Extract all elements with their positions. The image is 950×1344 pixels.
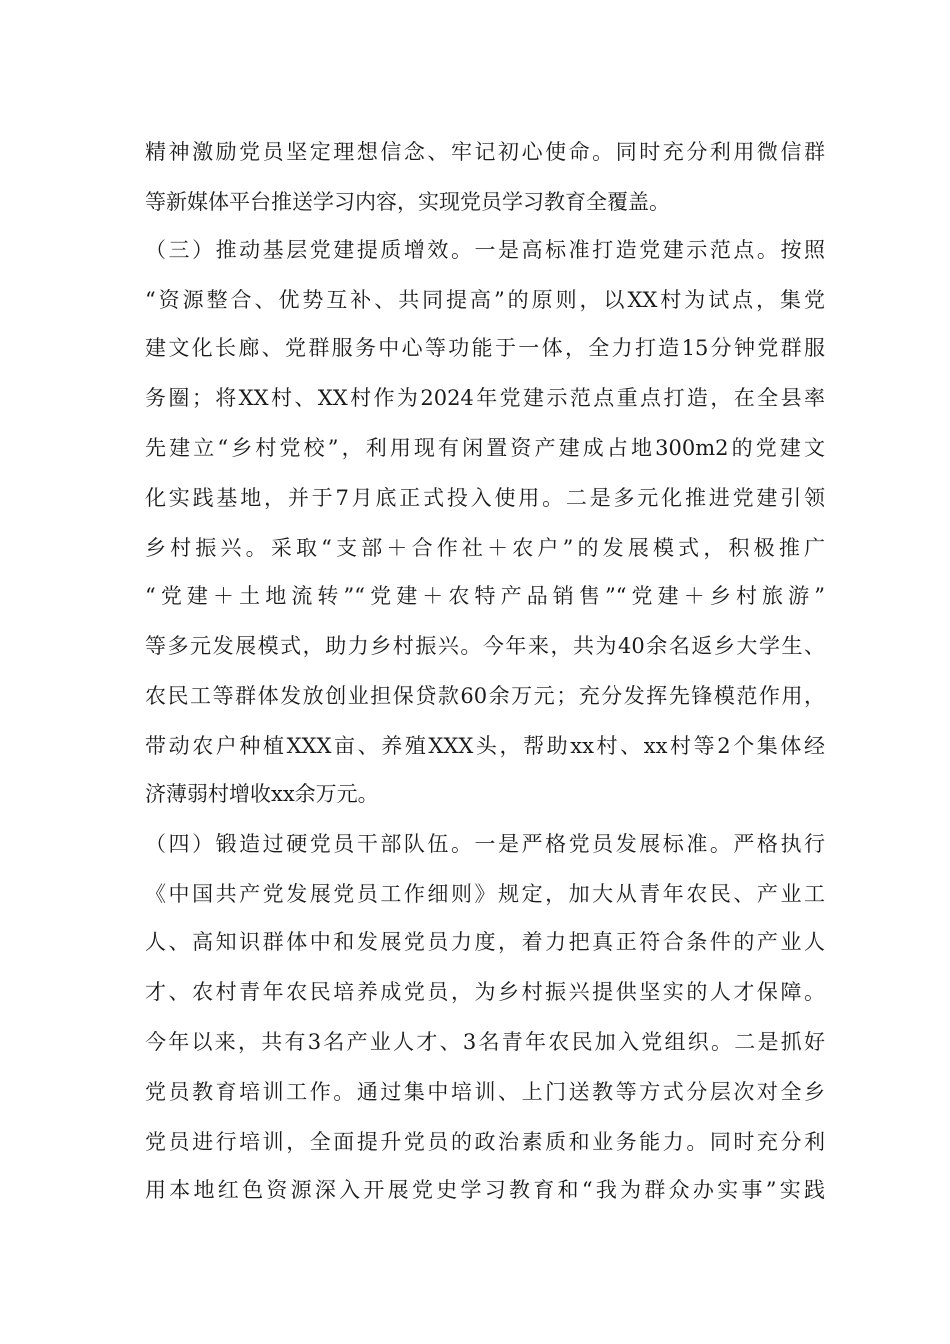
text-line: “资源整合、优势互补、共同提高”的原则，以XX村为试点，集党 [145,288,825,312]
text-line: 党员教育培训工作。通过集中培训、上门送教等方式分层次对全乡 [145,1080,825,1104]
text-line: 济薄弱村增收xx余万元。 [145,782,379,806]
text-line: （三）推动基层党建提质增效。一是高标准打造党建示范点。按照 [145,238,825,262]
text-line: 带动农户种植XXX亩、养殖XXX头，帮助xx村、xx村等2个集体经 [145,734,825,758]
text-line: 农民工等群体发放创业担保贷款60余万元；充分发挥先锋模范作用， [145,684,825,708]
text-line: 先建立“乡村党校”，利用现有闲置资产建成占地300m2的党建文 [145,436,825,460]
text-line: 等新媒体平台推送学习内容，实现党员学习教育全覆盖。 [145,190,670,214]
text-line: （四）锻造过硬党员干部队伍。一是严格党员发展标准。严格执行 [145,832,825,856]
text-line: 人、高知识群体中和发展党员力度，着力把真正符合条件的产业人 [145,930,825,954]
text-line: 今年以来，共有3名产业人才、3名青年农民加入党组织。二是抓好 [145,1030,825,1054]
text-line: “党建＋土地流转”“党建＋农特产品销售”“党建＋乡村旅游” [145,584,825,608]
text-line: 党员进行培训，全面提升党员的政治素质和业务能力。同时充分利 [145,1130,825,1154]
text-line: 等多元发展模式，助力乡村振兴。今年来，共为40余名返乡大学生、 [145,634,825,658]
text-line: 精神激励党员坚定理想信念、牢记初心使命。同时充分利用微信群 [145,140,825,164]
text-line: 建文化长廊、党群服务中心等功能于一体，全力打造15分钟党群服 [145,336,825,360]
text-line: 才、农村青年农民培养成党员，为乡村振兴提供坚实的人才保障。 [145,980,825,1004]
text-line: 务圈；将XX村、XX村作为2024年党建示范点重点打造，在全县率 [145,386,825,410]
text-line: 用本地红色资源深入开展党史学习教育和“我为群众办实事”实践 [145,1178,825,1202]
text-line: 化实践基地，并于7月底正式投入使用。二是多元化推进党建引领 [145,486,825,510]
text-line: 乡村振兴。采取“支部＋合作社＋农户”的发展模式，积极推广 [145,536,825,560]
text-line: 《中国共产党发展党员工作细则》规定，加大从青年农民、产业工 [145,882,825,906]
